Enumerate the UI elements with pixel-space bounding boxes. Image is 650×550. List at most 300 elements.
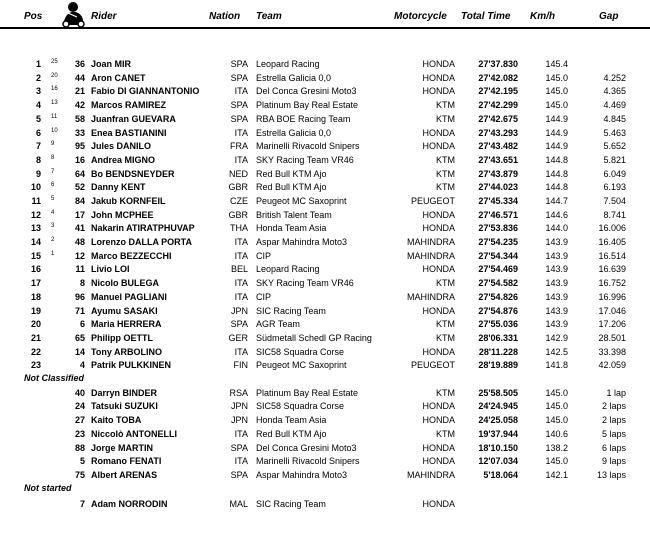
position-cell: 13 (30, 223, 41, 233)
motorcycle-rider-icon (57, 1, 89, 27)
points-cell: 20 (51, 73, 58, 79)
result-row (0, 127, 650, 140)
gap-cell: 1 lap (606, 388, 626, 398)
position-cell: 10 (30, 182, 41, 192)
header-nation: Nation (209, 11, 241, 22)
total-time-cell: 24'25.058 (478, 415, 518, 425)
rider-name: Maria HERRERA (91, 319, 162, 329)
total-time-cell: 27'43.651 (478, 155, 518, 165)
position-cell: 17 (30, 278, 41, 288)
speed-cell: 143.9 (545, 319, 568, 329)
result-row (0, 140, 650, 153)
results-header (0, 0, 650, 32)
rider-name: Bo BENDSNEYDER (91, 169, 175, 179)
team-cell: Platinum Bay Real Estate (256, 100, 359, 110)
nation-cell: THA (230, 223, 248, 233)
number-cell: 17 (74, 210, 85, 220)
team-cell: SIC Racing Team (256, 306, 326, 316)
number-cell: 11 (75, 264, 85, 274)
motorcycle-cell: HONDA (422, 86, 455, 96)
speed-cell: 145.0 (545, 388, 568, 398)
speed-cell: 145.0 (545, 100, 568, 110)
number-cell: 40 (74, 388, 85, 398)
rider-name: Romano FENATI (91, 456, 162, 466)
motorcycle-cell: MAHINDRA (406, 237, 455, 247)
gap-cell: 16.639 (598, 264, 626, 274)
points-cell: 25 (51, 59, 58, 65)
gap-cell: 17.046 (598, 306, 626, 316)
position-cell: 9 (35, 169, 41, 179)
gap-cell: 4.845 (603, 114, 626, 124)
number-cell: 84 (74, 196, 85, 206)
team-cell: SKY Racing Team VR46 (256, 278, 354, 288)
team-cell: Peugeot MC Saxoprint (256, 196, 347, 206)
nation-cell: FRA (230, 141, 248, 151)
result-row (0, 442, 650, 455)
speed-cell: 144.6 (545, 210, 568, 220)
position-cell: 11 (31, 196, 41, 206)
position-cell: 7 (35, 141, 41, 151)
points-cell: 13 (51, 100, 58, 106)
total-time-cell: 27'42.299 (478, 100, 518, 110)
nation-cell: ITA (234, 278, 248, 288)
total-time-cell: 27'53.836 (478, 223, 518, 233)
nation-cell: JPN (230, 401, 248, 411)
total-time-cell: 24'24.945 (478, 401, 518, 411)
total-time-cell: 12'07.034 (478, 456, 518, 466)
team-cell: Del Conca Gresini Moto3 (256, 86, 357, 96)
gap-cell: 16.006 (598, 223, 626, 233)
number-cell: 95 (74, 141, 85, 151)
rider-name: Jules DANILO (91, 141, 152, 151)
team-cell: AGR Team (256, 319, 300, 329)
total-time-cell: 28'19.889 (478, 360, 518, 370)
rider-name: Aron CANET (91, 73, 146, 83)
motorcycle-cell: PEUGEOT (410, 196, 455, 206)
number-cell: 12 (74, 251, 85, 261)
rider-name: Jakub KORNFEIL (91, 196, 166, 206)
number-cell: 65 (74, 333, 85, 343)
number-cell: 27 (74, 415, 85, 425)
gap-cell: 4.252 (603, 73, 626, 83)
header-team: Team (256, 11, 282, 22)
result-row (0, 85, 650, 98)
rider-name: Marcos RAMIREZ (91, 100, 167, 110)
nation-cell: NED (228, 169, 248, 179)
position-cell: 2 (35, 73, 41, 83)
speed-cell: 144.9 (545, 141, 568, 151)
points-cell: 3 (51, 223, 55, 229)
motorcycle-cell: MAHINDRA (406, 470, 455, 480)
number-cell: 33 (74, 128, 85, 138)
nation-cell: ITA (234, 155, 248, 165)
speed-cell: 142.1 (545, 470, 568, 480)
result-row (0, 195, 650, 208)
number-cell: 8 (79, 278, 85, 288)
speed-cell: 144.9 (545, 114, 568, 124)
result-row (0, 222, 650, 235)
number-cell: 58 (74, 114, 85, 124)
rider-name: Philipp OETTL (91, 333, 153, 343)
gap-cell: 16.996 (598, 292, 626, 302)
result-row (0, 99, 650, 112)
total-time-cell: 27'43.482 (478, 141, 518, 151)
result-row (0, 469, 650, 482)
speed-cell: 144.8 (545, 182, 568, 192)
total-time-cell: 27'54.582 (478, 278, 518, 288)
rider-name: Ayumu SASAKI (91, 306, 158, 316)
not-classified-heading: Not Classified (24, 373, 85, 383)
nation-cell: ITA (234, 429, 248, 439)
gap-cell: 5.821 (603, 155, 626, 165)
speed-cell: 141.8 (545, 360, 568, 370)
result-row (0, 414, 650, 427)
motorcycle-cell: MAHINDRA (406, 251, 455, 261)
rider-name: Albert ARENAS (91, 470, 158, 480)
position-cell: 6 (35, 128, 41, 138)
motorcycle-cell: HONDA (422, 210, 455, 220)
number-cell: 4 (79, 360, 85, 370)
points-cell: 10 (51, 128, 58, 134)
motorcycle-cell: HONDA (422, 306, 455, 316)
gap-cell: 16.405 (598, 237, 626, 247)
rider-name: Jorge MARTIN (91, 443, 154, 453)
team-cell: SIC58 Squadra Corse (256, 347, 345, 357)
rider-name: Tony ARBOLINO (91, 347, 162, 357)
motorcycle-cell: KTM (436, 169, 455, 179)
team-cell: CIP (256, 251, 272, 261)
nation-cell: RSA (229, 388, 248, 398)
team-cell: Honda Team Asia (256, 415, 327, 425)
motorcycle-cell: HONDA (422, 456, 455, 466)
total-time-cell: 27'43.879 (478, 169, 518, 179)
points-cell: 2 (51, 237, 55, 243)
motorcycle-cell: PEUGEOT (410, 360, 455, 370)
position-cell: 12 (30, 210, 41, 220)
result-row (0, 168, 650, 181)
position-cell: 20 (30, 319, 41, 329)
speed-cell: 145.0 (545, 86, 568, 96)
team-cell: Aspar Mahindra Moto3 (256, 237, 348, 247)
speed-cell: 144.8 (545, 169, 568, 179)
rider-name: Joan MIR (91, 59, 132, 69)
position-cell: 8 (35, 155, 41, 165)
motorcycle-cell: HONDA (422, 264, 455, 274)
gap-cell: 42.059 (598, 360, 626, 370)
team-cell: Estrella Galicia 0,0 (256, 128, 332, 138)
result-row (0, 154, 650, 167)
header-kmh: Km/h (530, 11, 555, 22)
speed-cell: 143.9 (545, 306, 568, 316)
team-cell: Leopard Racing (256, 264, 320, 274)
nation-cell: SPA (230, 470, 248, 480)
nation-cell: SPA (230, 100, 248, 110)
gap-cell: 2 laps (601, 415, 626, 425)
points-cell: 4 (51, 210, 55, 216)
gap-cell: 6.193 (603, 182, 626, 192)
rider-name: Manuel PAGLIANI (91, 292, 167, 302)
nation-cell: FIN (233, 360, 248, 370)
motorcycle-cell: HONDA (422, 415, 455, 425)
team-cell: SIC Racing Team (256, 499, 326, 509)
points-cell: 5 (51, 196, 55, 202)
total-time-cell: 27'42.675 (478, 114, 518, 124)
speed-cell: 143.9 (545, 278, 568, 288)
rider-name: Kaito TOBA (91, 415, 142, 425)
total-time-cell: 27'44.023 (478, 182, 518, 192)
nation-cell: SPA (230, 114, 248, 124)
speed-cell: 144.9 (545, 128, 568, 138)
rider-name: Juanfran GUEVARA (91, 114, 176, 124)
motorcycle-cell: HONDA (422, 73, 455, 83)
result-row (0, 428, 650, 441)
nation-cell: JPN (230, 415, 248, 425)
result-row (0, 332, 650, 345)
rider-name: Lorenzo DALLA PORTA (91, 237, 192, 247)
result-row (0, 113, 650, 126)
position-cell: 4 (35, 100, 41, 110)
number-cell: 71 (74, 306, 85, 316)
header-total-time: Total Time (461, 11, 511, 22)
team-cell: Aspar Mahindra Moto3 (256, 470, 348, 480)
header-motorcycle: Motorcycle (394, 11, 447, 22)
number-cell: 23 (74, 429, 85, 439)
result-row (0, 291, 650, 304)
result-row (0, 359, 650, 372)
speed-cell: 144.7 (545, 196, 568, 206)
team-cell: RBA BOE Racing Team (256, 114, 351, 124)
position-cell: 19 (30, 306, 41, 316)
result-row (0, 346, 650, 359)
speed-cell: 143.9 (545, 251, 568, 261)
nation-cell: ITA (234, 292, 248, 302)
motorcycle-cell: HONDA (422, 443, 455, 453)
rider-name: Nicolo BULEGA (91, 278, 160, 288)
result-row (0, 455, 650, 468)
motorcycle-cell: HONDA (422, 59, 455, 69)
result-row (0, 250, 650, 263)
total-time-cell: 18'10.150 (478, 443, 518, 453)
gap-cell: 16.752 (598, 278, 626, 288)
motorcycle-cell: HONDA (422, 347, 455, 357)
position-cell: 15 (30, 251, 41, 261)
rider-name: Danny KENT (91, 182, 146, 192)
gap-cell: 13 laps (596, 470, 626, 480)
gap-cell: 4.469 (603, 100, 626, 110)
rider-name: Nakarin ATIRATPHUVAP (91, 223, 195, 233)
total-time-cell: 27'43.293 (478, 128, 518, 138)
nation-cell: SPA (230, 59, 248, 69)
speed-cell: 143.9 (545, 237, 568, 247)
team-cell: Platinum Bay Real Estate (256, 388, 359, 398)
points-cell: 9 (51, 141, 55, 147)
team-cell: Del Conca Gresini Moto3 (256, 443, 357, 453)
motorcycle-cell: KTM (436, 278, 455, 288)
team-cell: Red Bull KTM Ajo (256, 429, 327, 439)
gap-cell: 5 laps (601, 429, 626, 439)
points-cell: 6 (51, 182, 55, 188)
number-cell: 64 (74, 169, 85, 179)
motorcycle-cell: HONDA (422, 141, 455, 151)
team-cell: Estrella Galicia 0,0 (256, 73, 332, 83)
rider-name: Fabio DI GIANNANTONIO (91, 86, 200, 96)
rider-name: John MCPHEE (91, 210, 154, 220)
total-time-cell: 27'54.235 (478, 237, 518, 247)
rider-name: Patrik PULKKINEN (91, 360, 172, 370)
number-cell: 6 (79, 319, 85, 329)
gap-cell: 4.365 (603, 86, 626, 96)
number-cell: 36 (74, 59, 85, 69)
gap-cell: 8.741 (603, 210, 626, 220)
position-cell: 23 (30, 360, 41, 370)
speed-cell: 143.9 (545, 264, 568, 274)
gap-cell: 33.398 (598, 347, 626, 357)
number-cell: 44 (74, 73, 85, 83)
speed-cell: 145.0 (545, 415, 568, 425)
rider-name: Niccolò ANTONELLI (91, 429, 178, 439)
nation-cell: SPA (230, 319, 248, 329)
speed-cell: 145.0 (545, 456, 568, 466)
position-cell: 18 (30, 292, 41, 302)
total-time-cell: 27'45.334 (478, 196, 518, 206)
speed-cell: 140.6 (545, 429, 568, 439)
header-pos: Pos (24, 11, 43, 22)
nation-cell: SPA (230, 443, 248, 453)
rider-name: Tatsuki SUZUKI (91, 401, 158, 411)
team-cell: Südmetall Schedl GP Racing (256, 333, 372, 343)
result-row (0, 498, 650, 511)
nation-cell: GBR (228, 182, 248, 192)
motorcycle-cell: HONDA (422, 401, 455, 411)
total-time-cell: 25'58.505 (478, 388, 518, 398)
number-cell: 42 (74, 100, 85, 110)
nation-cell: SPA (230, 73, 248, 83)
motorcycle-cell: HONDA (422, 499, 455, 509)
points-cell: 11 (51, 114, 58, 120)
result-row (0, 72, 650, 85)
motorcycle-cell: HONDA (422, 128, 455, 138)
gap-cell: 5.463 (603, 128, 626, 138)
speed-cell: 144.0 (545, 223, 568, 233)
nation-cell: GER (228, 333, 248, 343)
team-cell: CIP (256, 292, 272, 302)
motorcycle-cell: KTM (436, 182, 455, 192)
result-row (0, 263, 650, 276)
nation-cell: ITA (234, 456, 248, 466)
team-cell: Peugeot MC Saxoprint (256, 360, 347, 370)
motorcycle-cell: KTM (436, 114, 455, 124)
number-cell: 41 (74, 223, 85, 233)
motorcycle-cell: MAHINDRA (406, 292, 455, 302)
total-time-cell: 28'11.228 (478, 347, 518, 357)
position-cell: 16 (30, 264, 41, 274)
rider-name: Livio LOI (91, 264, 130, 274)
gap-cell: 7.504 (603, 196, 626, 206)
points-cell: 7 (51, 169, 55, 175)
result-row (0, 400, 650, 413)
nation-cell: ITA (234, 237, 248, 247)
gap-cell: 6 laps (601, 443, 626, 453)
gap-cell: 16.514 (598, 251, 626, 261)
team-cell: British Talent Team (256, 210, 332, 220)
motorcycle-cell: HONDA (422, 223, 455, 233)
total-time-cell: 27'42.082 (478, 73, 518, 83)
number-cell: 16 (74, 155, 85, 165)
nation-cell: CZE (230, 196, 248, 206)
team-cell: Leopard Racing (256, 59, 320, 69)
number-cell: 52 (74, 182, 85, 192)
result-row (0, 305, 650, 318)
speed-cell: 138.2 (545, 443, 568, 453)
total-time-cell: 5'18.064 (483, 470, 518, 480)
total-time-cell: 27'54.876 (478, 306, 518, 316)
total-time-cell: 19'37.944 (478, 429, 518, 439)
number-cell: 88 (74, 443, 85, 453)
points-cell: 16 (51, 86, 58, 92)
result-row (0, 209, 650, 222)
not-started-heading: Not started (24, 483, 72, 493)
motorcycle-cell: KTM (436, 388, 455, 398)
number-cell: 75 (74, 470, 85, 480)
position-cell: 14 (30, 237, 41, 247)
rider-name: Andrea MIGNO (91, 155, 156, 165)
nation-cell: BEL (230, 264, 248, 274)
nation-cell: JPN (230, 306, 248, 316)
speed-cell: 142.5 (545, 347, 568, 357)
total-time-cell: 28'06.331 (478, 333, 518, 343)
nation-cell: ITA (234, 128, 248, 138)
motorcycle-cell: KTM (436, 319, 455, 329)
number-cell: 7 (79, 499, 85, 509)
result-row (0, 277, 650, 290)
rider-name: Enea BASTIANINI (91, 128, 167, 138)
rider-name: Adam NORRODIN (91, 499, 168, 509)
result-row (0, 236, 650, 249)
header-rider: Rider (91, 11, 117, 22)
team-cell: SKY Racing Team VR46 (256, 155, 354, 165)
gap-cell: 6.049 (603, 169, 626, 179)
number-cell: 14 (74, 347, 85, 357)
result-row (0, 58, 650, 71)
total-time-cell: 27'42.195 (478, 86, 518, 96)
gap-cell: 9 laps (601, 456, 626, 466)
motorcycle-cell: KTM (436, 100, 455, 110)
team-cell: Honda Team Asia (256, 223, 327, 233)
team-cell: Red Bull KTM Ajo (256, 169, 327, 179)
number-cell: 24 (74, 401, 85, 411)
team-cell: Marinelli Rivacold Snipers (256, 456, 360, 466)
number-cell: 5 (79, 456, 85, 466)
header-gap: Gap (599, 11, 619, 22)
nation-cell: ITA (234, 86, 248, 96)
position-cell: 3 (35, 86, 41, 96)
nation-cell: GBR (228, 210, 248, 220)
result-row (0, 318, 650, 331)
motorcycle-cell: KTM (436, 155, 455, 165)
gap-cell: 5.652 (603, 141, 626, 151)
number-cell: 21 (74, 86, 85, 96)
team-cell: Marinelli Rivacold Snipers (256, 141, 360, 151)
rider-name: Darryn BINDER (91, 388, 158, 398)
total-time-cell: 27'37.830 (478, 59, 518, 69)
total-time-cell: 27'55.036 (478, 319, 518, 329)
position-cell: 1 (35, 59, 41, 69)
result-row (0, 387, 650, 400)
total-time-cell: 27'54.344 (478, 251, 518, 261)
number-cell: 96 (74, 292, 85, 302)
speed-cell: 144.8 (545, 155, 568, 165)
gap-cell: 17.206 (598, 319, 626, 329)
